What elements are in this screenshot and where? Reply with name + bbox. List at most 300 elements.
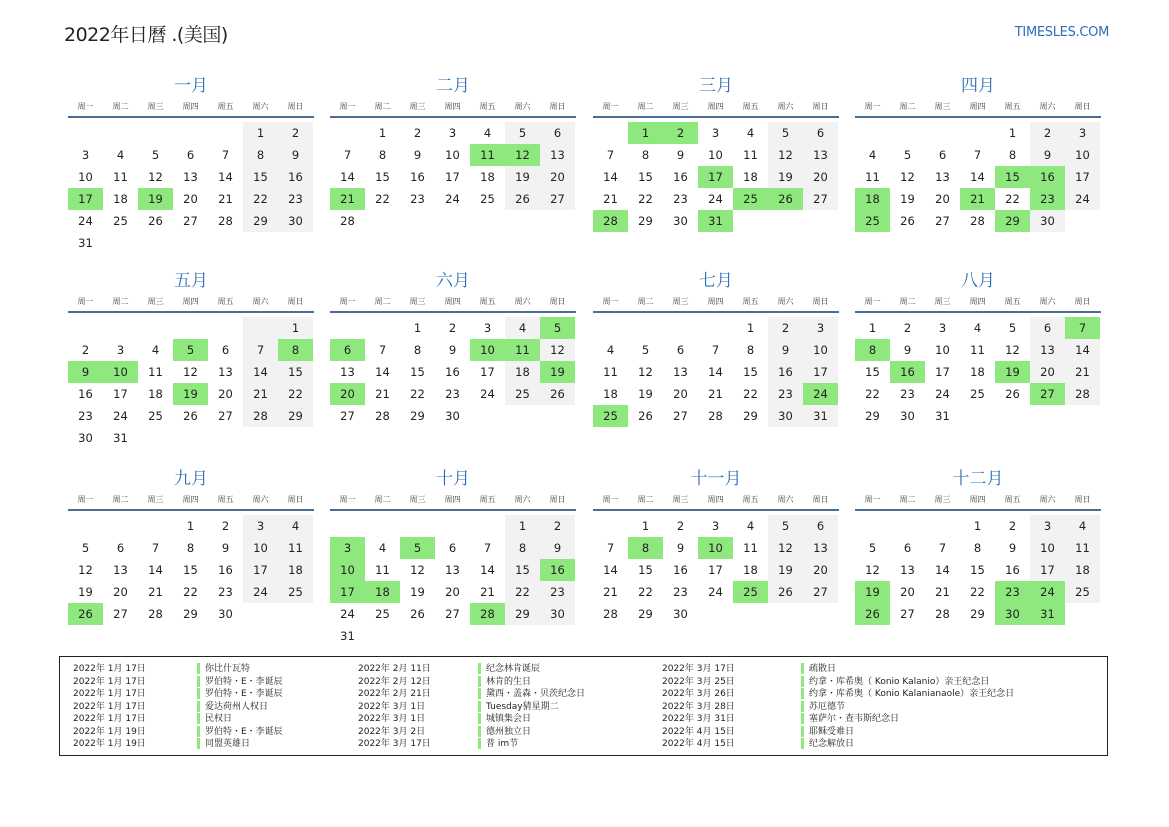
day-cell[interactable]: 23 [900,387,915,401]
day-cell[interactable]: 2 [676,519,685,533]
holiday-day-cell[interactable]: 28 [470,603,505,625]
day-cell[interactable]: 30 [1030,210,1065,232]
day-cell[interactable]: 12 [540,339,575,361]
day-cell[interactable]: 10 [935,343,950,357]
day-cell[interactable]: 20 [803,559,838,581]
day-cell[interactable]: 26 [768,581,803,603]
day-cell[interactable]: 22 [410,387,425,401]
day-cell[interactable]: 23 [410,192,425,206]
day-cell[interactable]: 24 [113,409,128,423]
day-cell[interactable]: 29 [638,214,653,228]
day-cell[interactable]: 28 [1065,383,1100,405]
day-cell[interactable]: 13 [340,365,355,379]
day-cell[interactable]: 22 [505,581,540,603]
day-cell[interactable]: 6 [221,343,230,357]
holiday-day-cell[interactable]: 19 [173,383,208,405]
day-cell[interactable]: 22 [183,585,198,599]
holiday-day-cell[interactable]: 5 [400,537,435,559]
day-cell[interactable]: 4 [116,148,125,162]
day-cell[interactable]: 24 [708,585,723,599]
day-cell[interactable]: 29 [410,409,425,423]
day-cell[interactable]: 14 [480,563,495,577]
day-cell[interactable]: 13 [673,365,688,379]
day-cell[interactable]: 14 [340,170,355,184]
day-cell[interactable]: 22 [375,192,390,206]
day-cell[interactable]: 26 [505,188,540,210]
day-cell[interactable]: 19 [768,559,803,581]
day-cell[interactable]: 13 [540,144,575,166]
holiday-day-cell[interactable]: 25 [855,210,890,232]
day-cell[interactable]: 13 [900,563,915,577]
day-cell[interactable]: 11 [970,343,985,357]
day-cell[interactable]: 22 [743,387,758,401]
day-cell[interactable]: 30 [78,431,93,445]
day-cell[interactable]: 16 [673,170,688,184]
day-cell[interactable]: 28 [340,214,355,228]
holiday-day-cell[interactable]: 12 [505,144,540,166]
day-cell[interactable]: 25 [505,383,540,405]
day-cell[interactable]: 4 [483,126,492,140]
day-cell[interactable]: 16 [1005,563,1020,577]
day-cell[interactable]: 16 [218,563,233,577]
day-cell[interactable]: 9 [1008,541,1017,555]
day-cell[interactable]: 8 [505,537,540,559]
day-cell[interactable]: 24 [935,387,950,401]
site-logo[interactable]: TIMESLES.COM [1014,25,1109,40]
day-cell[interactable]: 13 [218,365,233,379]
day-cell[interactable]: 1 [186,519,195,533]
day-cell[interactable]: 1 [505,515,540,537]
day-cell[interactable]: 2 [81,343,90,357]
day-cell[interactable]: 4 [505,317,540,339]
day-cell[interactable]: 18 [743,170,758,184]
day-cell[interactable]: 24 [78,214,93,228]
day-cell[interactable]: 15 [410,365,425,379]
day-cell[interactable]: 20 [113,585,128,599]
day-cell[interactable]: 27 [340,409,355,423]
day-cell[interactable]: 7 [221,148,230,162]
day-cell[interactable]: 3 [1030,515,1065,537]
holiday-day-cell[interactable]: 19 [855,581,890,603]
day-cell[interactable]: 9 [676,148,685,162]
day-cell[interactable]: 15 [183,563,198,577]
day-cell[interactable]: 3 [81,148,90,162]
day-cell[interactable]: 27 [935,214,950,228]
holiday-day-cell[interactable]: 28 [593,210,628,232]
day-cell[interactable]: 5 [868,541,877,555]
day-cell[interactable]: 11 [743,148,758,162]
holiday-day-cell[interactable]: 11 [470,144,505,166]
holiday-day-cell[interactable]: 25 [733,188,768,210]
day-cell[interactable]: 6 [676,343,685,357]
day-cell[interactable]: 1 [641,519,650,533]
day-cell[interactable]: 27 [803,581,838,603]
holiday-day-cell[interactable]: 31 [698,210,733,232]
day-cell[interactable]: 6 [903,541,912,555]
day-cell[interactable]: 14 [218,170,233,184]
holiday-day-cell[interactable]: 21 [330,188,365,210]
day-cell[interactable]: 3 [711,519,720,533]
day-cell[interactable]: 6 [540,122,575,144]
day-cell[interactable]: 7 [343,148,352,162]
day-cell[interactable]: 23 [540,581,575,603]
day-cell[interactable]: 9 [448,343,457,357]
day-cell[interactable]: 8 [746,343,755,357]
day-cell[interactable]: 7 [151,541,160,555]
day-cell[interactable]: 17 [1065,166,1100,188]
day-cell[interactable]: 9 [768,339,803,361]
day-cell[interactable]: 20 [218,387,233,401]
holiday-day-cell[interactable]: 7 [1065,317,1100,339]
day-cell[interactable]: 10 [708,148,723,162]
day-cell[interactable]: 29 [505,603,540,625]
day-cell[interactable]: 30 [445,409,460,423]
day-cell[interactable]: 20 [673,387,688,401]
day-cell[interactable]: 10 [803,339,838,361]
day-cell[interactable]: 6 [448,541,457,555]
day-cell[interactable]: 7 [243,339,278,361]
day-cell[interactable]: 14 [148,563,163,577]
day-cell[interactable]: 8 [243,144,278,166]
day-cell[interactable]: 21 [708,387,723,401]
day-cell[interactable]: 28 [375,409,390,423]
holiday-day-cell[interactable]: 8 [278,339,313,361]
day-cell[interactable]: 3 [483,321,492,335]
day-cell[interactable]: 5 [81,541,90,555]
day-cell[interactable]: 24 [1065,188,1100,210]
day-cell[interactable]: 5 [151,148,160,162]
holiday-day-cell[interactable]: 11 [505,339,540,361]
day-cell[interactable]: 21 [480,585,495,599]
day-cell[interactable]: 19 [410,585,425,599]
holiday-day-cell[interactable]: 21 [960,188,995,210]
day-cell[interactable]: 3 [448,126,457,140]
day-cell[interactable]: 12 [900,170,915,184]
day-cell[interactable]: 12 [768,144,803,166]
day-cell[interactable]: 25 [970,387,985,401]
holiday-day-cell[interactable]: 6 [330,339,365,361]
holiday-day-cell[interactable]: 18 [365,581,400,603]
day-cell[interactable]: 7 [711,343,720,357]
day-cell[interactable]: 10 [445,148,460,162]
day-cell[interactable]: 19 [78,585,93,599]
day-cell[interactable]: 21 [375,387,390,401]
day-cell[interactable]: 24 [445,192,460,206]
holiday-day-cell[interactable]: 16 [540,559,575,581]
day-cell[interactable]: 20 [803,166,838,188]
day-cell[interactable]: 20 [540,166,575,188]
day-cell[interactable]: 9 [1030,144,1065,166]
holiday-day-cell[interactable]: 8 [628,537,663,559]
day-cell[interactable]: 17 [803,361,838,383]
day-cell[interactable]: 6 [1030,317,1065,339]
day-cell[interactable]: 17 [708,563,723,577]
day-cell[interactable]: 21 [243,383,278,405]
day-cell[interactable]: 21 [935,585,950,599]
holiday-day-cell[interactable]: 17 [330,581,365,603]
holiday-day-cell[interactable]: 17 [68,188,103,210]
day-cell[interactable]: 14 [603,170,618,184]
holiday-day-cell[interactable]: 8 [855,339,890,361]
day-cell[interactable]: 29 [278,405,313,427]
holiday-day-cell[interactable]: 15 [995,166,1030,188]
day-cell[interactable]: 12 [183,365,198,379]
day-cell[interactable]: 27 [673,409,688,423]
day-cell[interactable]: 31 [803,405,838,427]
day-cell[interactable]: 18 [113,192,128,206]
day-cell[interactable]: 25 [113,214,128,228]
day-cell[interactable]: 15 [243,166,278,188]
day-cell[interactable]: 17 [113,387,128,401]
day-cell[interactable]: 18 [148,387,163,401]
day-cell[interactable]: 14 [1065,339,1100,361]
holiday-day-cell[interactable]: 26 [768,188,803,210]
day-cell[interactable]: 15 [375,170,390,184]
day-cell[interactable]: 19 [900,192,915,206]
day-cell[interactable]: 7 [606,541,615,555]
day-cell[interactable]: 13 [183,170,198,184]
day-cell[interactable]: 11 [743,541,758,555]
day-cell[interactable]: 17 [243,559,278,581]
day-cell[interactable]: 26 [1005,387,1020,401]
day-cell[interactable]: 22 [1005,192,1020,206]
day-cell[interactable]: 23 [445,387,460,401]
day-cell[interactable]: 5 [768,122,803,144]
day-cell[interactable]: 5 [505,122,540,144]
day-cell[interactable]: 29 [243,210,278,232]
day-cell[interactable]: 18 [1065,559,1100,581]
day-cell[interactable]: 9 [278,144,313,166]
day-cell[interactable]: 26 [410,607,425,621]
day-cell[interactable]: 4 [868,148,877,162]
day-cell[interactable]: 14 [243,361,278,383]
day-cell[interactable]: 23 [278,188,313,210]
day-cell[interactable]: 3 [938,321,947,335]
day-cell[interactable]: 9 [676,541,685,555]
day-cell[interactable]: 18 [278,559,313,581]
day-cell[interactable]: 27 [183,214,198,228]
day-cell[interactable]: 5 [903,148,912,162]
day-cell[interactable]: 28 [603,607,618,621]
day-cell[interactable]: 17 [1030,559,1065,581]
holiday-day-cell[interactable]: 26 [855,603,890,625]
day-cell[interactable]: 12 [148,170,163,184]
day-cell[interactable]: 21 [603,585,618,599]
day-cell[interactable]: 27 [218,409,233,423]
day-cell[interactable]: 30 [768,405,803,427]
holiday-day-cell[interactable]: 3 [330,537,365,559]
day-cell[interactable]: 30 [673,607,688,621]
day-cell[interactable]: 10 [1030,537,1065,559]
day-cell[interactable]: 2 [278,122,313,144]
day-cell[interactable]: 19 [768,166,803,188]
day-cell[interactable]: 10 [243,537,278,559]
day-cell[interactable]: 13 [445,563,460,577]
day-cell[interactable]: 28 [218,214,233,228]
day-cell[interactable]: 31 [935,409,950,423]
day-cell[interactable]: 31 [340,629,355,643]
day-cell[interactable]: 20 [900,585,915,599]
day-cell[interactable]: 1 [413,321,422,335]
day-cell[interactable]: 1 [746,321,755,335]
day-cell[interactable]: 27 [113,607,128,621]
day-cell[interactable]: 28 [708,409,723,423]
holiday-day-cell[interactable]: 18 [855,188,890,210]
day-cell[interactable]: 1 [243,122,278,144]
day-cell[interactable]: 11 [148,365,163,379]
holiday-day-cell[interactable]: 24 [1030,581,1065,603]
day-cell[interactable]: 23 [78,409,93,423]
day-cell[interactable]: 20 [1030,361,1065,383]
day-cell[interactable]: 2 [413,126,422,140]
day-cell[interactable]: 22 [638,192,653,206]
day-cell[interactable]: 11 [865,170,880,184]
day-cell[interactable]: 4 [746,126,755,140]
day-cell[interactable]: 14 [375,365,390,379]
day-cell[interactable]: 22 [243,188,278,210]
day-cell[interactable]: 11 [113,170,128,184]
day-cell[interactable]: 6 [186,148,195,162]
day-cell[interactable]: 12 [78,563,93,577]
holiday-day-cell[interactable]: 19 [138,188,173,210]
day-cell[interactable]: 23 [218,585,233,599]
day-cell[interactable]: 14 [708,365,723,379]
day-cell[interactable]: 26 [183,409,198,423]
day-cell[interactable]: 16 [410,170,425,184]
day-cell[interactable]: 7 [973,148,982,162]
day-cell[interactable]: 11 [603,365,618,379]
holiday-day-cell[interactable]: 26 [68,603,103,625]
day-cell[interactable]: 24 [340,607,355,621]
day-cell[interactable]: 25 [1065,581,1100,603]
day-cell[interactable]: 4 [606,343,615,357]
day-cell[interactable]: 28 [935,607,950,621]
day-cell[interactable]: 27 [445,607,460,621]
day-cell[interactable]: 11 [278,537,313,559]
day-cell[interactable]: 29 [183,607,198,621]
day-cell[interactable]: 4 [278,515,313,537]
day-cell[interactable]: 13 [803,144,838,166]
day-cell[interactable]: 16 [78,387,93,401]
holiday-day-cell[interactable]: 9 [68,361,103,383]
day-cell[interactable]: 8 [186,541,195,555]
day-cell[interactable]: 15 [638,170,653,184]
day-cell[interactable]: 25 [480,192,495,206]
day-cell[interactable]: 7 [606,148,615,162]
day-cell[interactable]: 18 [480,170,495,184]
day-cell[interactable]: 23 [768,383,803,405]
day-cell[interactable]: 4 [151,343,160,357]
day-cell[interactable]: 18 [505,361,540,383]
day-cell[interactable]: 26 [148,214,163,228]
day-cell[interactable]: 1 [378,126,387,140]
day-cell[interactable]: 8 [973,541,982,555]
holiday-day-cell[interactable]: 23 [995,581,1030,603]
day-cell[interactable]: 7 [938,541,947,555]
day-cell[interactable]: 20 [935,192,950,206]
day-cell[interactable]: 4 [746,519,755,533]
holiday-day-cell[interactable]: 30 [995,603,1030,625]
day-cell[interactable]: 26 [900,214,915,228]
day-cell[interactable]: 5 [1008,321,1017,335]
holiday-day-cell[interactable]: 2 [663,122,698,144]
day-cell[interactable]: 16 [768,361,803,383]
day-cell[interactable]: 20 [183,192,198,206]
day-cell[interactable]: 3 [711,126,720,140]
holiday-day-cell[interactable]: 10 [330,559,365,581]
day-cell[interactable]: 25 [375,607,390,621]
day-cell[interactable]: 17 [480,365,495,379]
day-cell[interactable]: 13 [935,170,950,184]
day-cell[interactable]: 2 [448,321,457,335]
holiday-day-cell[interactable]: 16 [1030,166,1065,188]
day-cell[interactable]: 18 [970,365,985,379]
day-cell[interactable]: 6 [116,541,125,555]
day-cell[interactable]: 30 [540,603,575,625]
day-cell[interactable]: 22 [638,585,653,599]
holiday-day-cell[interactable]: 5 [540,317,575,339]
day-cell[interactable]: 22 [865,387,880,401]
day-cell[interactable]: 4 [378,541,387,555]
day-cell[interactable]: 15 [278,361,313,383]
holiday-day-cell[interactable]: 27 [1030,383,1065,405]
day-cell[interactable]: 14 [935,563,950,577]
day-cell[interactable]: 15 [743,365,758,379]
holiday-day-cell[interactable]: 29 [995,210,1030,232]
day-cell[interactable]: 26 [540,383,575,405]
day-cell[interactable]: 17 [935,365,950,379]
day-cell[interactable]: 19 [638,387,653,401]
holiday-day-cell[interactable]: 1 [628,122,663,144]
holiday-day-cell[interactable]: 20 [330,383,365,405]
day-cell[interactable]: 23 [673,585,688,599]
day-cell[interactable]: 1 [868,321,877,335]
day-cell[interactable]: 3 [1065,122,1100,144]
day-cell[interactable]: 24 [243,581,278,603]
day-cell[interactable]: 26 [638,409,653,423]
day-cell[interactable]: 1 [1008,126,1017,140]
day-cell[interactable]: 15 [505,559,540,581]
day-cell[interactable]: 24 [480,387,495,401]
day-cell[interactable]: 29 [865,409,880,423]
day-cell[interactable]: 3 [116,343,125,357]
day-cell[interactable]: 7 [483,541,492,555]
holiday-day-cell[interactable]: 19 [540,361,575,383]
day-cell[interactable]: 8 [413,343,422,357]
day-cell[interactable]: 22 [278,383,313,405]
day-cell[interactable]: 6 [803,515,838,537]
day-cell[interactable]: 28 [243,405,278,427]
day-cell[interactable]: 7 [378,343,387,357]
day-cell[interactable]: 31 [113,431,128,445]
day-cell[interactable]: 31 [78,236,93,250]
day-cell[interactable]: 29 [638,607,653,621]
day-cell[interactable]: 30 [278,210,313,232]
day-cell[interactable]: 12 [1005,343,1020,357]
holiday-day-cell[interactable]: 23 [1030,188,1065,210]
day-cell[interactable]: 13 [1030,339,1065,361]
holiday-day-cell[interactable]: 24 [803,383,838,405]
day-cell[interactable]: 23 [673,192,688,206]
holiday-day-cell[interactable]: 17 [698,166,733,188]
day-cell[interactable]: 28 [970,214,985,228]
day-cell[interactable]: 14 [970,170,985,184]
day-cell[interactable]: 6 [938,148,947,162]
day-cell[interactable]: 20 [445,585,460,599]
day-cell[interactable]: 9 [903,343,912,357]
day-cell[interactable]: 6 [803,122,838,144]
day-cell[interactable]: 30 [900,409,915,423]
